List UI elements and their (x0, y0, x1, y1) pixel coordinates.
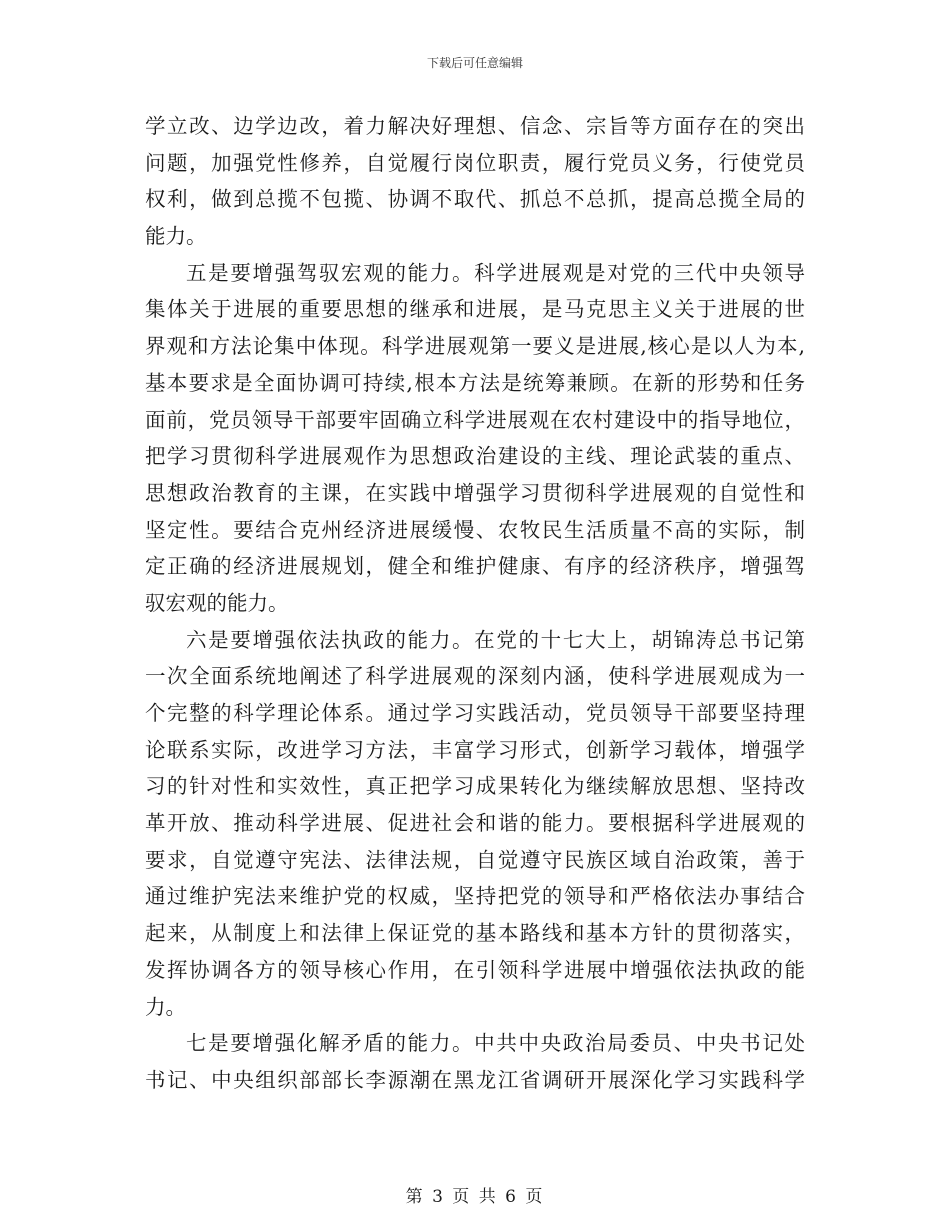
body-line: 把学习贯彻科学进展观作为思想政治建设的主线、理论武装的重点、 (145, 444, 805, 469)
body-line: 界观和方法论集中体现。科学进展观第一要义是进展,核心是以人为本, (145, 334, 805, 359)
body-line: 论联系实际，改进学习方法，丰富学习形式，创新学习载体，增强学 (145, 737, 805, 762)
body-line: 发挥协调各方的领导核心作用，在引领科学进展中增强依法执政的能 (145, 957, 805, 982)
body-line: 学立改、边学边改，着力解决好理想、信念、宗旨等方面存在的突出 (145, 114, 805, 138)
body-line: 书记、中央组织部部长李源潮在黑龙江省调研开展深化学习实践科学 (145, 1067, 805, 1092)
body-line: 坚定性。要结合克州经济进展缓慢、农牧民生活质量不高的实际，制 (145, 517, 805, 542)
body-line: 要求，自觉遵守宪法、法律法规，自觉遵守民族区域自治政策，善于 (145, 847, 805, 872)
body-line: 能力。 (145, 224, 207, 249)
body-line: 面前，党员领导干部要牢固确立科学进展观在农村建设中的指导地位， (145, 407, 805, 432)
body-line: 通过维护宪法来维护党的权威，坚持把党的领导和严格依法办事结合 (145, 884, 805, 909)
page-header: 下载后可任意编辑 (426, 56, 523, 70)
body-line: 定正确的经济进展规划，健全和维护健康、有序的经济秩序，增强驾 (145, 554, 805, 579)
body-line: 七是要增强化解矛盾的能力。中共中央政治局委员、中央书记处 (186, 1031, 805, 1056)
body-line: 起来，从制度上和法律上保证党的基本路线和基本方针的贯彻落实， (145, 921, 805, 946)
document-body (145, 108, 805, 1099)
body-line: 革开放、推动科学进展、促进社会和谐的能力。要根据科学进展观的 (145, 811, 805, 836)
body-line: 集体关于进展的重要思想的继承和进展，是马克思主义关于进展的世 (145, 297, 805, 322)
body-line: 个完整的科学理论体系。通过学习实践活动，党员领导干部要坚持理 (145, 701, 805, 725)
body-line: 力。 (145, 994, 186, 1019)
body-line: 问题，加强党性修养，自觉履行岗位职责，履行党员义务，行使党员 (145, 150, 805, 175)
body-line: 权利，做到总揽不包揽、协调不取代、抓总不总抓，提高总揽全局的 (145, 187, 805, 212)
body-line: 驭宏观的能力。 (145, 590, 289, 615)
body-line: 思想政治教育的主课，在实践中增强学习贯彻科学进展观的自觉性和 (145, 480, 805, 505)
body-line: 六是要增强依法执政的能力。在党的十七大上，胡锦涛总书记第 (186, 627, 805, 652)
body-line: 五是要增强驾驭宏观的能力。科学进展观是对党的三代中央领导 (186, 260, 805, 285)
body-line: 一次全面系统地阐述了科学进展观的深刻内涵，使科学进展观成为一 (145, 664, 805, 689)
body-line: 习的针对性和实效性，真正把学习成果转化为继续解放思想、坚持改 (145, 774, 805, 799)
page-footer: 第 3 页 共 6 页 (405, 1187, 545, 1207)
body-line: 基本要求是全面协调可持续,根本方法是统筹兼顾。在新的形势和任务 (145, 370, 805, 395)
